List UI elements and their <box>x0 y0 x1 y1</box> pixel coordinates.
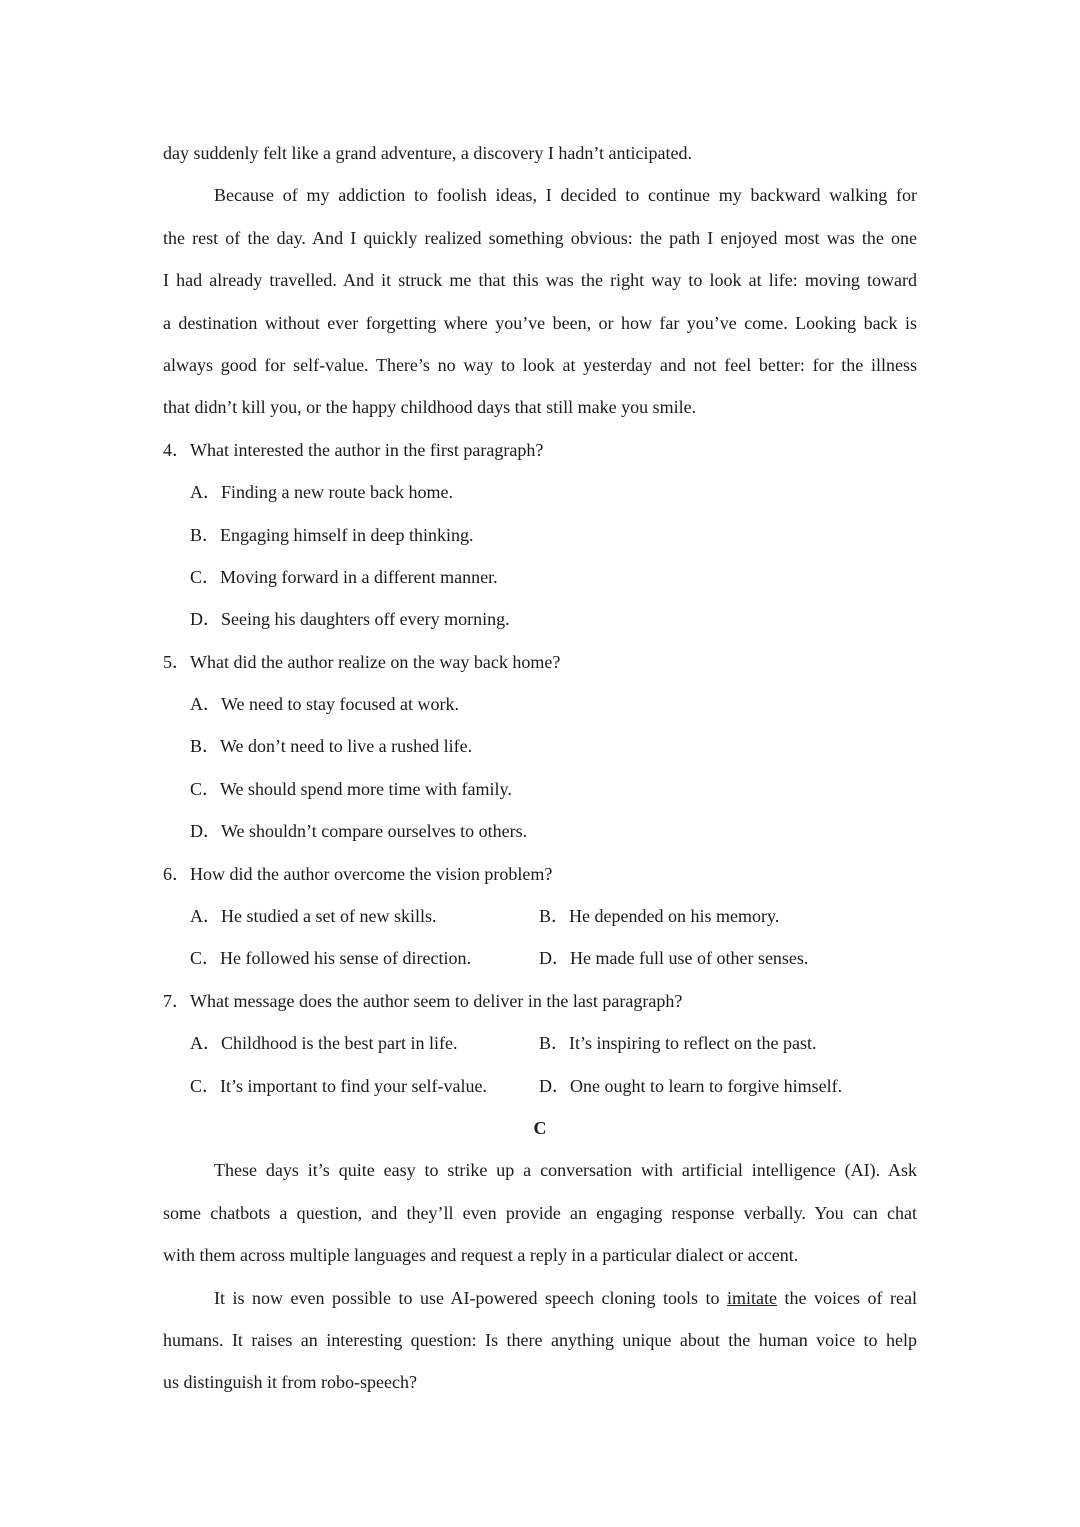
question-7-option-c: C．It’s important to find your self-value. <box>190 1075 487 1096</box>
question-7-stem: 7．What message does the author seem to deliver in the last paragraph? <box>163 990 683 1011</box>
passage-c-paragraph-1-line: with them across multiple languages and request a reply in a particular dialect or accent. <box>163 1245 799 1266</box>
underlined-word-imitate: imitate <box>727 1287 778 1308</box>
passage-c-paragraph-1-line: some chatbots a question, and they’ll even provide an engaging response verbally. You can chat <box>163 1202 917 1223</box>
question-6-option-b: B．He depended on his memory. <box>539 906 780 927</box>
passage-b-last-paragraph-line: always good for self-value. There’s no way to look at yesterday and not feel better: for the illness <box>163 354 917 375</box>
passage-b-last-paragraph-line: I had already travelled. And it struck me that this was the right way to look at life: moving toward <box>163 270 917 291</box>
question-4-option-d: D．Seeing his daughters off every morning. <box>190 609 510 630</box>
passage-b-last-paragraph-line: the rest of the day. And I quickly realized something obvious: the path I enjoyed most was the one <box>163 227 917 248</box>
passage-b-last-paragraph-line: Because of my addiction to foolish ideas, I decided to continue my backward walking for <box>214 185 917 206</box>
passage-c-paragraph-2-line <box>163 1277 917 1319</box>
question-5-option-d: D．We shouldn’t compare ourselves to others. <box>190 821 528 842</box>
question-4-option-c: C．Moving forward in a different manner. <box>190 566 498 587</box>
question-4-stem: 4．What interested the author in the first paragraph? <box>163 439 544 460</box>
question-7-options-row-2 <box>163 1065 917 1107</box>
question-6-option-c: C．He followed his sense of direction. <box>190 948 471 969</box>
passage-b-last-paragraph-line: a destination without ever forgetting where you’ve been, or how far you’ve come. Looking back is <box>163 312 917 333</box>
section-heading-c: C <box>533 1117 547 1138</box>
question-6-option-d: D．He made full use of other senses. <box>539 948 809 969</box>
question-5-option-b: B．We don’t need to live a rushed life. <box>190 736 473 757</box>
question-6-option-a: A．He studied a set of new skills. <box>190 906 437 927</box>
question-7-option-d: D．One ought to learn to forgive himself. <box>539 1075 843 1096</box>
passage-c-p2-text-after: the voices of real <box>777 1287 917 1308</box>
question-7-options-row-1 <box>163 1022 917 1064</box>
question-5-option-c: C．We should spend more time with family. <box>190 778 512 799</box>
passage-c-paragraph-2-line: humans. It raises an interesting question: Is there anything unique about the human voice to help <box>163 1329 917 1350</box>
question-5-option-a: A．We need to stay focused at work. <box>190 694 459 715</box>
question-5-stem: 5．What did the author realize on the way back home? <box>163 651 561 672</box>
passage-b-last-paragraph-line: that didn’t kill you, or the happy childhood days that still make you smile. <box>163 397 697 418</box>
passage-c-paragraph-1-line: These days it’s quite easy to strike up a conversation with artificial intelligence (AI). Ask <box>214 1160 917 1181</box>
question-7-option-b: B．It’s inspiring to reflect on the past. <box>539 1033 817 1054</box>
question-6-options-row-1 <box>163 895 917 937</box>
question-4-option-a: A．Finding a new route back home. <box>190 482 453 503</box>
question-4-option-b: B．Engaging himself in deep thinking. <box>190 524 474 545</box>
passage-b-continued-line: day suddenly felt like a grand adventure, a discovery I hadn’t anticipated. <box>163 143 692 163</box>
question-6-options-row-2 <box>163 937 917 979</box>
passage-c-p2-text-before: It is now even possible to use AI-powered speech cloning tools to <box>214 1287 728 1308</box>
question-7-option-a: A．Childhood is the best part in life. <box>190 1033 458 1054</box>
question-6-stem: 6．How did the author overcome the vision problem? <box>163 863 553 884</box>
exam-page <box>163 132 917 1404</box>
passage-c-paragraph-2-line: us distinguish it from robo-speech? <box>163 1372 417 1393</box>
